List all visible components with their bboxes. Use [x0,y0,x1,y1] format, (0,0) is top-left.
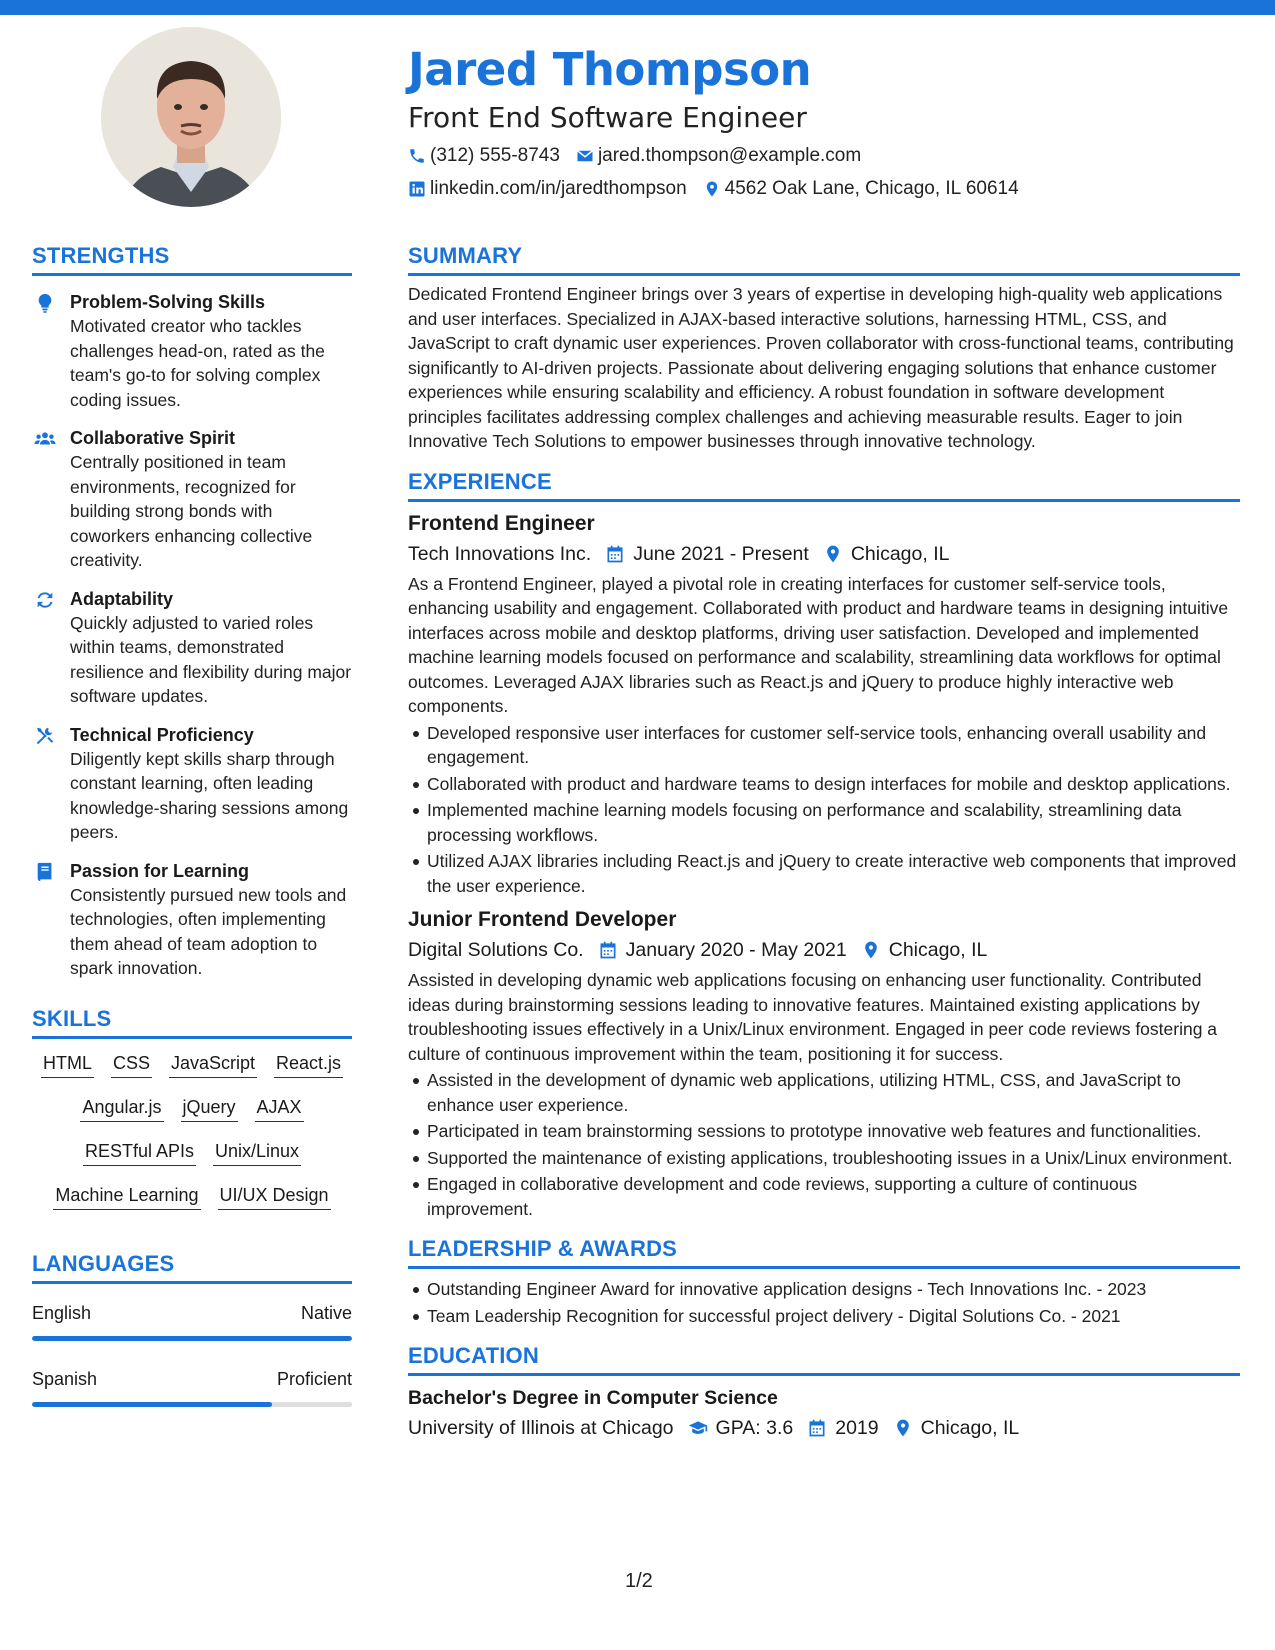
language-bar [32,1336,352,1341]
map-pin-icon [703,180,721,198]
resume-header [408,42,1238,202]
summary-heading: SUMMARY [408,242,1240,276]
users-icon [34,428,56,450]
linkedin-text: linkedin.com/in/jaredthompson [430,178,687,199]
strength-item [32,859,352,981]
job-title: Frontend Engineer [408,511,595,535]
job-bullets [408,721,1240,899]
sync-icon [34,589,56,611]
strengths-heading: STRENGTHS [32,242,352,276]
strengths-list [32,290,352,981]
awards-list [408,1277,1240,1328]
strength-desc: Centrally positioned in team environments, recognized for building strong bonds with coworkers enhancing collective creativity. [70,452,313,570]
right-column [408,242,1240,1442]
graduation-year: 2019 [835,1417,879,1439]
job-location: Chicago, IL [850,542,950,565]
page-number: 1/2 [625,1570,653,1592]
experience-entry [408,510,1240,899]
language-item [32,1367,352,1407]
language-name: Spanish [32,1368,98,1389]
list-item: Collaborated with product and hardware teams to design interfaces for mobile and desktop applications. [408,772,1240,797]
map-pin-icon [823,544,843,564]
phone-text: (312) 555-8743 [430,145,560,166]
job-description: As a Frontend Engineer, played a pivotal role in creating interfaces for customer self-service tools, enhancing usability and engagement. Collaborated with product and hardware teams in designing intuitive interfaces across mobile and desktop platforms, driving user satisfaction. Developed and implemented machine learning models focused on performance and scalability, streamlining data workflows for optimal outcomes. Leveraged AJAX libraries such as React.js and jQuery to produce highly interactive web components. [408,573,1229,716]
strength-title: Adaptability [70,588,174,609]
school-name: University of Illinois at Chicago [408,1417,674,1439]
experience-entry [408,906,1240,1221]
experience-heading: EXPERIENCE [408,468,1240,502]
strength-title: Passion for Learning [70,860,250,881]
linkedin-icon [408,180,426,198]
skill-tag: HTML [41,1051,94,1078]
calendar-icon [605,544,625,564]
summary-text: Dedicated Frontend Engineer brings over 3 years of expertise in developing high-quality web applications and user interfaces. Specialized in AJAX-based interactive solutions, harnessing HTML, CSS, and JavaScript to craft dynamic user experiences. Proven collaborator with cross-functional teams, contributing significantly to AI-driven projects. Passionate about delivering engaging solutions that enhance customer experiences while ensuring scalability and efficiency. A robust foundation in software development principles facilitates addressing complex challenges and achieving measurable results. Eager to join Innovative Tech Solutions to empower businesses through innovative technology. [408,284,1234,451]
skill-tag: AJAX [255,1095,304,1122]
job-title: Junior Frontend Developer [408,908,677,931]
candidate-name: Jared Thompson [408,43,812,96]
languages-heading: LANGUAGES [32,1250,352,1284]
skill-tag: jQuery [181,1095,238,1122]
degree-title: Bachelor's Degree in Computer Science [408,1387,778,1409]
skills-heading: SKILLS [32,1005,352,1039]
list-item: Utilized AJAX libraries including React.js and jQuery to create interactive web components that improved the user experience. [408,849,1240,898]
job-description: Assisted in developing dynamic web applications focusing on enhancing user functionality. Contributed ideas during brainstorming sessions leading to innovative features. Maintained existing applications by troubleshooting issues effectively in a Unix/Linux environment. Engaged in peer code reviews fostering a culture of continuous improvement within the team, positioning it for success. [408,970,1218,1064]
profile-photo [101,27,281,207]
tools-icon [34,725,56,747]
strength-title: Collaborative Spirit [70,428,236,448]
company-name: Digital Solutions Co. [408,939,584,961]
calendar-icon [598,940,618,960]
language-level: Native [300,1302,352,1323]
job-bullets [408,1068,1240,1221]
address-text: 4562 Oak Lane, Chicago, IL 60614 [724,178,1019,199]
skill-tag: Machine Learning [53,1183,200,1210]
contact-row-1 [408,143,1238,169]
language-bar-fill [32,1402,272,1407]
skills-list [32,1051,352,1210]
map-pin-icon [893,1418,913,1438]
list-item: Assisted in the development of dynamic web applications, utilizing HTML, CSS, and JavaScript to enhance user experience. [408,1068,1240,1117]
address-item [703,176,1019,202]
list-item: Team Leadership Recognition for successful project delivery - Digital Solutions Co. - 2021 [408,1304,1240,1329]
phone-item[interactable] [408,143,560,169]
job-dates: January 2020 - May 2021 [625,939,847,961]
strength-title: Technical Proficiency [70,724,254,745]
job-meta [408,540,1240,568]
list-item: Participated in team brainstorming sessions to prototype innovative web features and functionalities. [408,1119,1240,1144]
skill-tag: JavaScript [169,1051,257,1078]
gpa-text: GPA: 3.6 [715,1417,794,1439]
awards-heading: LEADERSHIP & AWARDS [408,1235,1240,1269]
skill-tag: UI/UX Design [218,1183,331,1210]
language-item [32,1301,352,1341]
list-item: Supported the maintenance of existing applications, troubleshooting issues in a Unix/Linux environment. [408,1146,1240,1171]
education-meta [408,1414,1240,1442]
lightbulb-icon [34,292,56,314]
skill-tag: Unix/Linux [213,1139,301,1166]
list-item: Engaged in collaborative development and code reviews, supporting a culture of continuous improvement. [408,1172,1240,1221]
language-bar [32,1402,352,1407]
list-item: Outstanding Engineer Award for innovative application designs - Tech Innovations Inc. - 2023 [408,1277,1240,1302]
language-name: English [32,1302,92,1323]
strength-item [32,723,352,845]
envelope-icon [576,147,594,165]
left-column [32,242,352,1407]
candidate-title: Front End Software Engineer [408,101,807,134]
language-bar-fill [32,1336,352,1341]
linkedin-item[interactable] [408,176,687,202]
education-location: Chicago, IL [920,1417,1020,1439]
strength-desc: Consistently pursued new tools and technologies, often implementing them ahead of team adoption to spark innovation. [70,884,347,978]
job-location: Chicago, IL [888,939,988,961]
list-item: Implemented machine learning models focusing on performance and scalability, streamlining data processing workflows. [408,798,1240,847]
job-meta [408,936,1240,964]
skill-tag: RESTful APIs [83,1139,196,1166]
book-icon [34,861,56,883]
map-pin-icon [861,940,881,960]
strength-desc: Quickly adjusted to varied roles within teams, demonstrated resilience and flexibility during major software updates. [70,612,352,706]
email-item[interactable] [576,143,861,169]
job-dates: June 2021 - Present [633,542,809,565]
list-item: Developed responsive user interfaces for customer self-service tools, enhancing overall usability and engagement. [408,721,1240,770]
strength-title: Problem-Solving Skills [70,292,266,312]
skill-tag: React.js [274,1051,343,1078]
email-text: jared.thompson@example.com [597,145,862,166]
strength-desc: Diligently kept skills sharp through constant learning, often leading knowledge-sharing sessions among peers. [70,748,349,842]
graduation-cap-icon [688,1418,708,1438]
skill-tag: CSS [111,1051,152,1078]
phone-icon [408,147,426,165]
language-level: Proficient [276,1368,352,1389]
contact-row-2 [408,176,1238,202]
strength-item [32,426,352,573]
skill-tag: Angular.js [80,1095,163,1122]
education-entry [408,1384,1240,1442]
strength-item [32,290,352,412]
strength-desc: Motivated creator who tackles challenges head-on, rated as the team's go-to for solving complex coding issues. [70,316,325,410]
company-name: Tech Innovations Inc. [408,542,592,565]
calendar-icon [807,1418,827,1438]
strength-item [32,587,352,709]
top-accent-bar [0,0,1275,15]
education-heading: EDUCATION [408,1342,1240,1376]
